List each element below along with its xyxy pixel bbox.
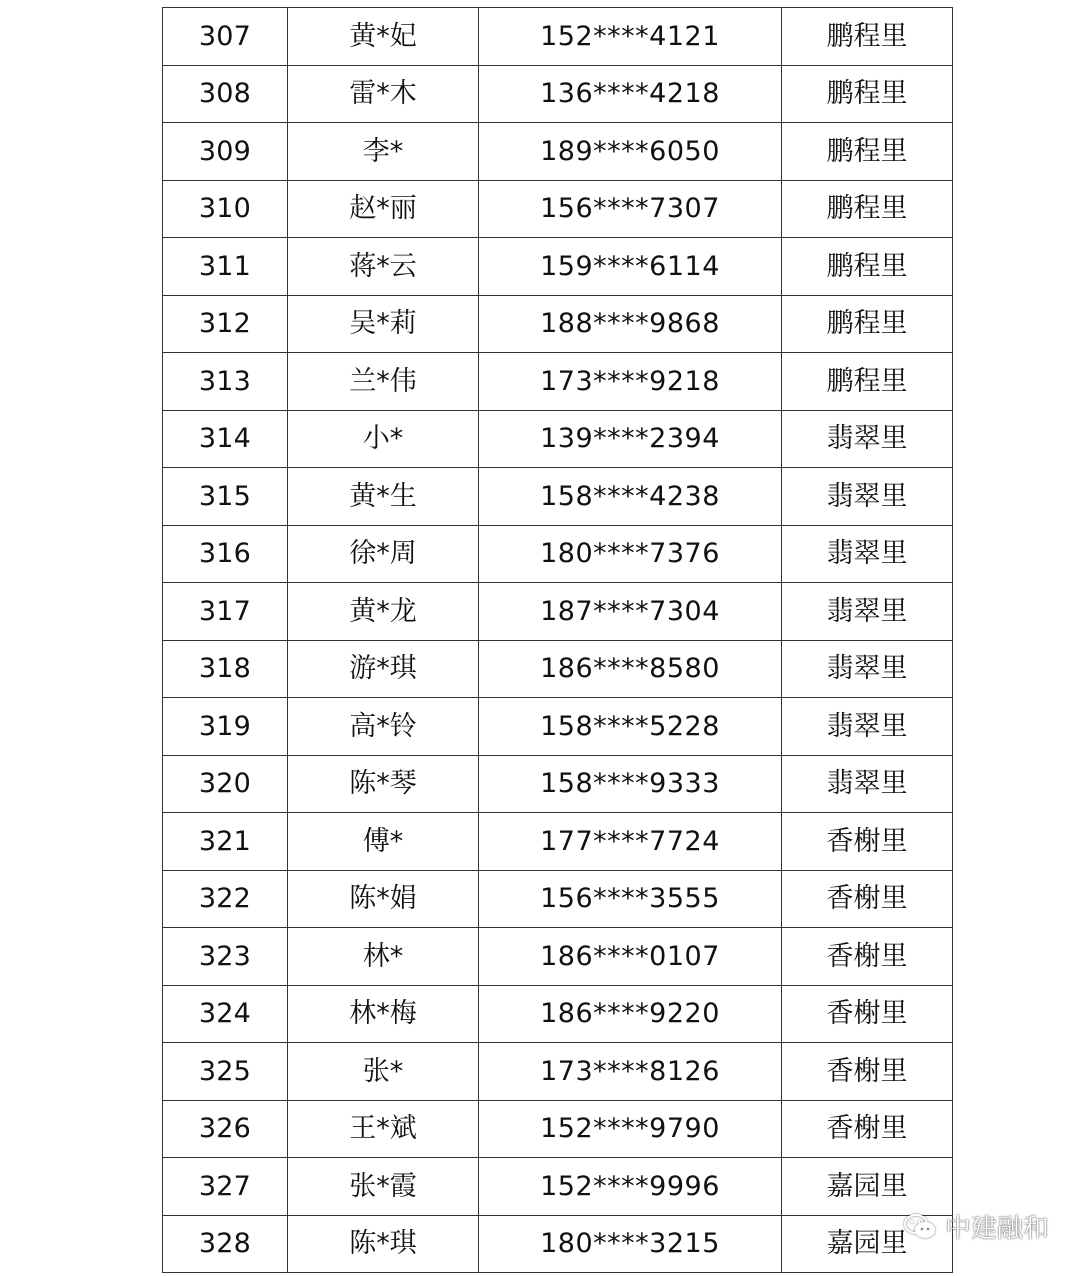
cell-phone: 159****6114	[479, 238, 782, 296]
cell-community: 嘉园里	[782, 1158, 953, 1216]
cell-community: 香榭里	[782, 1100, 953, 1158]
cell-name: 吴*莉	[288, 295, 479, 353]
cell-name: 陈*娟	[288, 870, 479, 928]
table-row	[163, 525, 953, 583]
table-row	[163, 640, 953, 698]
cell-phone: 139****2394	[479, 410, 782, 468]
cell-name: 赵*丽	[288, 180, 479, 238]
cell-number: 318	[163, 640, 288, 698]
table-row	[163, 410, 953, 468]
cell-community: 鹏程里	[782, 353, 953, 411]
cell-community: 鹏程里	[782, 123, 953, 181]
cell-community: 嘉园里	[782, 1215, 953, 1273]
table-row	[163, 985, 953, 1043]
cell-phone: 180****3215	[479, 1215, 782, 1273]
cell-name: 徐*周	[288, 525, 479, 583]
cell-number: 316	[163, 525, 288, 583]
cell-number: 312	[163, 295, 288, 353]
table-row	[163, 295, 953, 353]
cell-name: 傅*	[288, 813, 479, 871]
cell-phone: 152****9996	[479, 1158, 782, 1216]
cell-number: 326	[163, 1100, 288, 1158]
cell-phone: 189****6050	[479, 123, 782, 181]
cell-number: 309	[163, 123, 288, 181]
cell-name: 黄*龙	[288, 583, 479, 641]
cell-community: 翡翠里	[782, 755, 953, 813]
table-row	[163, 1100, 953, 1158]
cell-number: 313	[163, 353, 288, 411]
cell-name: 高*铃	[288, 698, 479, 756]
table-body	[163, 8, 953, 1273]
cell-name: 黄*生	[288, 468, 479, 526]
cell-name: 小*	[288, 410, 479, 468]
cell-phone: 156****7307	[479, 180, 782, 238]
cell-name: 张*	[288, 1043, 479, 1101]
cell-community: 翡翠里	[782, 698, 953, 756]
cell-phone: 158****5228	[479, 698, 782, 756]
cell-phone: 177****7724	[479, 813, 782, 871]
watermark-text: 中建融和	[945, 1214, 1050, 1244]
cell-number: 308	[163, 65, 288, 123]
cell-community: 香榭里	[782, 1043, 953, 1101]
table-row	[163, 698, 953, 756]
cell-number: 324	[163, 985, 288, 1043]
cell-phone: 152****4121	[479, 8, 782, 66]
cell-number: 322	[163, 870, 288, 928]
table-row	[163, 180, 953, 238]
cell-number: 310	[163, 180, 288, 238]
cell-number: 327	[163, 1158, 288, 1216]
cell-number: 320	[163, 755, 288, 813]
winner-table	[162, 7, 953, 1273]
cell-community: 香榭里	[782, 985, 953, 1043]
cell-number: 317	[163, 583, 288, 641]
cell-phone: 180****7376	[479, 525, 782, 583]
cell-phone: 152****9790	[479, 1100, 782, 1158]
cell-name: 张*霞	[288, 1158, 479, 1216]
table-row	[163, 928, 953, 986]
table-row	[163, 583, 953, 641]
cell-number: 319	[163, 698, 288, 756]
cell-community: 翡翠里	[782, 468, 953, 526]
cell-number: 307	[163, 8, 288, 66]
cell-number: 314	[163, 410, 288, 468]
cell-community: 鹏程里	[782, 295, 953, 353]
cell-phone: 158****9333	[479, 755, 782, 813]
table-row	[163, 755, 953, 813]
cell-community: 鹏程里	[782, 8, 953, 66]
cell-phone: 173****9218	[479, 353, 782, 411]
table-row	[163, 65, 953, 123]
cell-community: 鹏程里	[782, 180, 953, 238]
table-row	[163, 468, 953, 526]
table-row	[163, 813, 953, 871]
winner-list-sheet	[162, 7, 952, 1273]
cell-name: 李*	[288, 123, 479, 181]
table-row	[163, 238, 953, 296]
cell-name: 林*	[288, 928, 479, 986]
cell-number: 328	[163, 1215, 288, 1273]
wechat-icon	[903, 1213, 937, 1241]
cell-name: 蒋*云	[288, 238, 479, 296]
cell-community: 鹏程里	[782, 238, 953, 296]
cell-community: 翡翠里	[782, 640, 953, 698]
cell-phone: 188****9868	[479, 295, 782, 353]
cell-community: 翡翠里	[782, 410, 953, 468]
cell-name: 游*琪	[288, 640, 479, 698]
account-watermark	[903, 1208, 1049, 1245]
cell-community: 香榭里	[782, 870, 953, 928]
table-row	[163, 870, 953, 928]
cell-number: 315	[163, 468, 288, 526]
table-row	[163, 1158, 953, 1216]
table-row	[163, 353, 953, 411]
cell-phone: 187****7304	[479, 583, 782, 641]
cell-name: 兰*伟	[288, 353, 479, 411]
cell-community: 翡翠里	[782, 583, 953, 641]
cell-community: 鹏程里	[782, 65, 953, 123]
cell-phone: 186****0107	[479, 928, 782, 986]
cell-community: 香榭里	[782, 813, 953, 871]
table-row	[163, 123, 953, 181]
table-row	[163, 1215, 953, 1273]
cell-name: 黄*妃	[288, 8, 479, 66]
cell-name: 雷*木	[288, 65, 479, 123]
cell-name: 王*斌	[288, 1100, 479, 1158]
cell-phone: 158****4238	[479, 468, 782, 526]
cell-name: 林*梅	[288, 985, 479, 1043]
cell-phone: 136****4218	[479, 65, 782, 123]
cell-number: 325	[163, 1043, 288, 1101]
table-row	[163, 8, 953, 66]
cell-community: 香榭里	[782, 928, 953, 986]
cell-community: 翡翠里	[782, 525, 953, 583]
cell-number: 311	[163, 238, 288, 296]
cell-phone: 186****9220	[479, 985, 782, 1043]
cell-phone: 156****3555	[479, 870, 782, 928]
cell-name: 陈*琴	[288, 755, 479, 813]
cell-number: 323	[163, 928, 288, 986]
cell-phone: 173****8126	[479, 1043, 782, 1101]
table-row	[163, 1043, 953, 1101]
cell-phone: 186****8580	[479, 640, 782, 698]
cell-name: 陈*琪	[288, 1215, 479, 1273]
cell-number: 321	[163, 813, 288, 871]
